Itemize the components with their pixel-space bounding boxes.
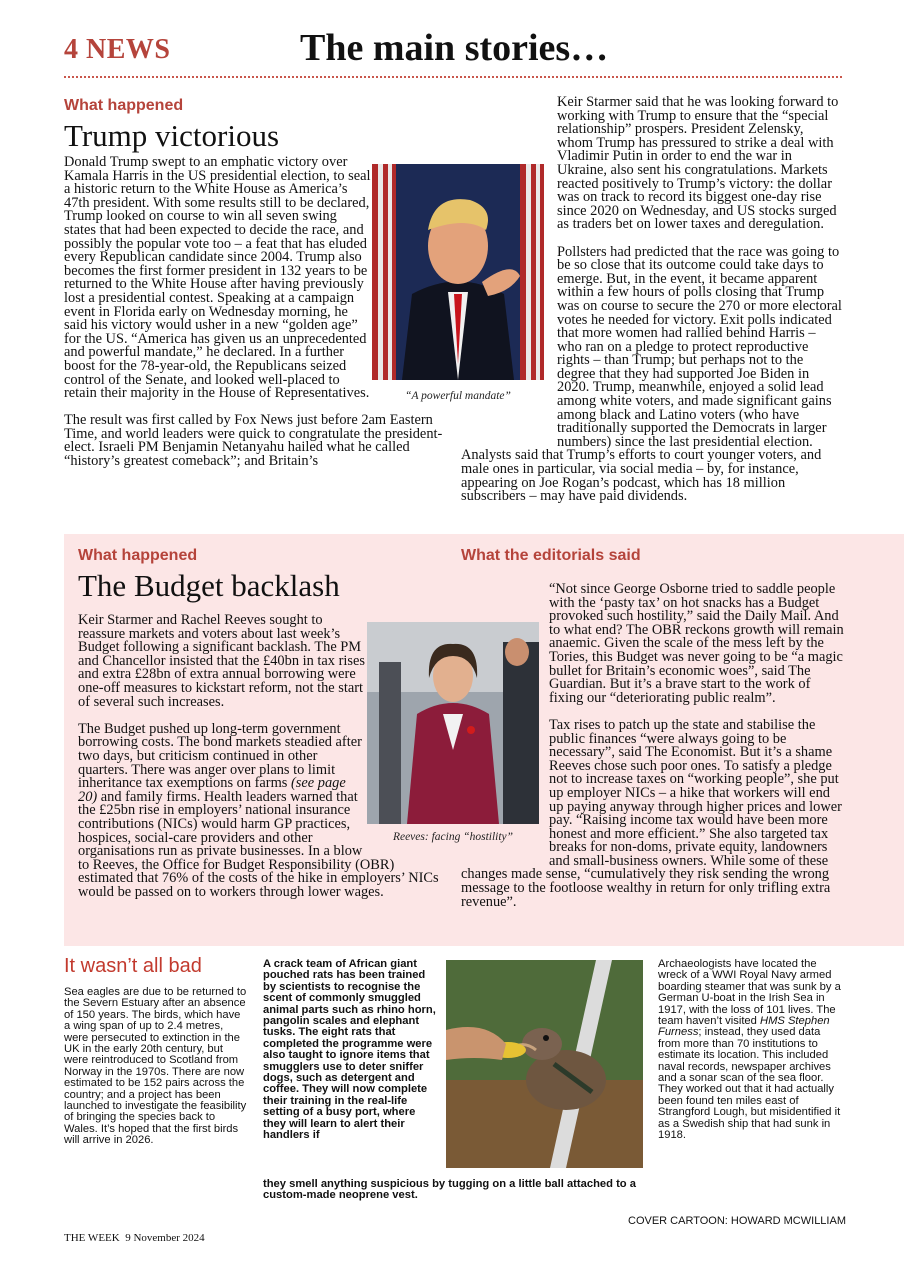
budget-paragraph-2: The Budget pushed up long-term government borrowing costs. The bond markets steadied after two days, but criticism continued in other quarters. There was anger over plans to limit inheritance tax exemptions on farms (see page 20) and family firms. Health leaders warned that the £25bn rise in employers’ national insurance contributions (NICs) would harm GP practices, hospices, social-care providers and other organisations run as private businesses. In a blow to Reeves, the Office for Budget Responsibility (OBR) estimated that 76% of the costs of the hike in employers’ NICs would be passed on to workers through lower wages. — [78, 720, 439, 900]
section-label: 4 NEWS — [64, 34, 171, 65]
trump-paragraph-4: Pollsters had predicted that the race was going to be so close that its outcome could take days to emerge. But, in the event, it became apparent within a few hours of polls closing that Trump was on course to secure the 270 or more electoral votes he needed for victory. Exit polls indicated that more women had rallied behind Harris – who ran on a pledge to protect reproductive rights – than Trump; but perhaps not to the degree that they had supported Joe Biden in 2020. Trump, meanwhile, enjoyed a solid lead among white voters, and made significant gains among black and Latino voters (who have traditionally supported the Democrats in larger numbers) since the last presidential election. Analysts said that Trump’s efforts to court younger voters, and male ones in particular, via social media – by, for instance, appearing on Joe Rogan’s podcast, which has 18 million subscribers – may have paid dividends. — [461, 243, 842, 505]
trump-right-column — [461, 96, 843, 517]
rats-story-continued: they smell anything suspicious by tugging on a little ball attached to a custom-made neoprene vest. — [263, 1178, 636, 1202]
trump-headline: Trump victorious — [64, 118, 280, 153]
sea-eagles-story: Sea eagles are due to be returned to the Severn Estuary after an absence of 150 years. The birds, which have a wing span of up to 2.4 metres, were persecuted to extinction in the UK in the early 20th century, but were reintroduced to Scotland from Norway in the 1970s. There are now estimated to be 152 pairs across the country; and a project has been launched to investigate the feasibility of bringing the species back to Wales. It’s hoped that the first birds will arrive in 2026. — [64, 986, 247, 1147]
rats-story: A crack team of African giant pouched rats has been trained by scientists to recognise the scent of commonly smuggled animal parts such as rhino horn, pangolin scales and elephant tusks. The eight rats that completed the programme were also taught to ignore items that smugglers use to deter sniffer dogs, such as detergent and coffee. They will now complete their training in the real-life setting of a busy port, where they will learn to alert their handlers if — [263, 958, 436, 1142]
ship-name: HMS Stephen Furness — [658, 1015, 830, 1039]
rat-photo — [446, 960, 643, 1168]
cover-credit: COVER CARTOON: HOWARD MCWILLIAM — [628, 1215, 846, 1227]
photo-wrap-spacer — [461, 96, 557, 438]
page-footer: THE WEEK 9 November 2024 — [64, 1232, 205, 1244]
budget-kicker: What happened — [78, 547, 198, 564]
trump-paragraph-3: Keir Starmer said that he was looking forward to working with Trump to ensure that the “special relationship” prospers. President Zelensky, whom Trump has pressured to strike a deal with Vladimir Putin in order to end the war in Ukraine, also sent his congratulations. Markets reacted positively to Trump’s victory: the dollar was on track to record its biggest one-day rise since 2020 on Wednesday, and US stocks surged as traders bet on lower taxes and deregulation. — [557, 94, 839, 233]
trump-kicker: What happened — [64, 97, 184, 114]
trump-photo-caption: “A powerful mandate” — [405, 390, 511, 402]
page-reference: (see page 20) — [78, 775, 346, 805]
budget-headline: The Budget backlash — [78, 568, 340, 603]
shipwreck-story: Archaeologists have located the wreck of a WWI Royal Navy armed boarding steamer that was sunk by a German U-boat in the Irish Sea in 1917, with the loss of 101 lives. The team haven’t visited HMS Stephen Furness; instead, they used data from more than 70 institutions to estimate its location. This included naval records, newspaper archives and a sonar scan of the sea floor. They worked out that it had actually been found ten miles east of Strangford Lough, but misidentified it as a Swedish ship that had sunk in 1918. — [658, 958, 841, 1142]
trump-paragraph-1: Donald Trump swept to an emphatic victory over Kamala Harris in the US presidential election, to seal a historic return to the White House as America’s 47th president. With some results still to be declared, Trump looked on course to win all seven swing states that had been expected to decide the race, and possibly the popular vote too – a feat that has eluded every Republican candidate since 2004. Trump also becomes the first former president in 132 years to be returned to the White House after having previously lost a presidential contest. Speaking at a campaign event in Florida early on Wednesday morning, he said his victory would usher in a new “golden age” for the US. “America has given us an unprecedented and powerful mandate,” he declared. In a further boost for the 78-year-old, the Republicans seized control of the Senate, and looked well-placed to retain their majority in the House of Representatives. — [64, 154, 371, 402]
reeves-photo-caption: Reeves: facing “hostility” — [392, 831, 514, 843]
page-title: The main stories… — [300, 27, 609, 69]
editorials-column — [461, 583, 847, 923]
header-dotted-rule — [64, 76, 842, 78]
good-news-heading: It wasn’t all bad — [64, 955, 202, 977]
editorials-paragraph-2: Tax rises to patch up the state and stabilise the public finances “were always going to be necessary”, said The Economist. But it’s a shame Reeves chose such poor ones. To satisfy a pledge not to increase taxes on “working people”, she put up employer NICs – a hike that workers will end up paying anyway through higher prices and lower pay. “Raising income tax would have been more honest and more efficient.” She also targeted tax breaks for non-doms, private equity, landowners and small-business owners. While some of these changes made sense, “cumulatively they risk sending the wrong message to the footloose wealthy in return for only trifling extra revenue”. — [461, 716, 842, 910]
editorials-kicker: What the editorials said — [461, 547, 641, 564]
editorials-paragraph-1: “Not since George Osborne tried to saddle people with the ‘pasty tax’ on hot snacks has a Budget provoked such hostility,” said the Daily Mail. And to what end? The OBR reckons growth will remain anaemic. Given the scale of the mess left by the Tories, this Budget was never going to be “a magic bullet for Britain’s economic woes”, said The Guardian. But it’s a brave start to the work of fixing our “deteriorating public realm”. — [549, 581, 844, 706]
photo-wrap-spacer — [461, 583, 549, 855]
budget-paragraph-1: Keir Starmer and Rachel Reeves sought to reassure markets and voters about last week’s Budget following a significant backlash. The PM and Chancellor insisted that the £40bn in tax rises and extra £28bn of extra annual borrowing were one-off measures to kickstart reform, not the start of several such increases. — [78, 612, 365, 710]
trump-paragraph-2: The result was first called by Fox News just before 2am Eastern Time, and world leaders were quick to congratulate the president-elect. Israeli PM Benjamin Netanyahu hailed what he called “history’s greatest comeback”; and Britain’s — [64, 412, 443, 470]
